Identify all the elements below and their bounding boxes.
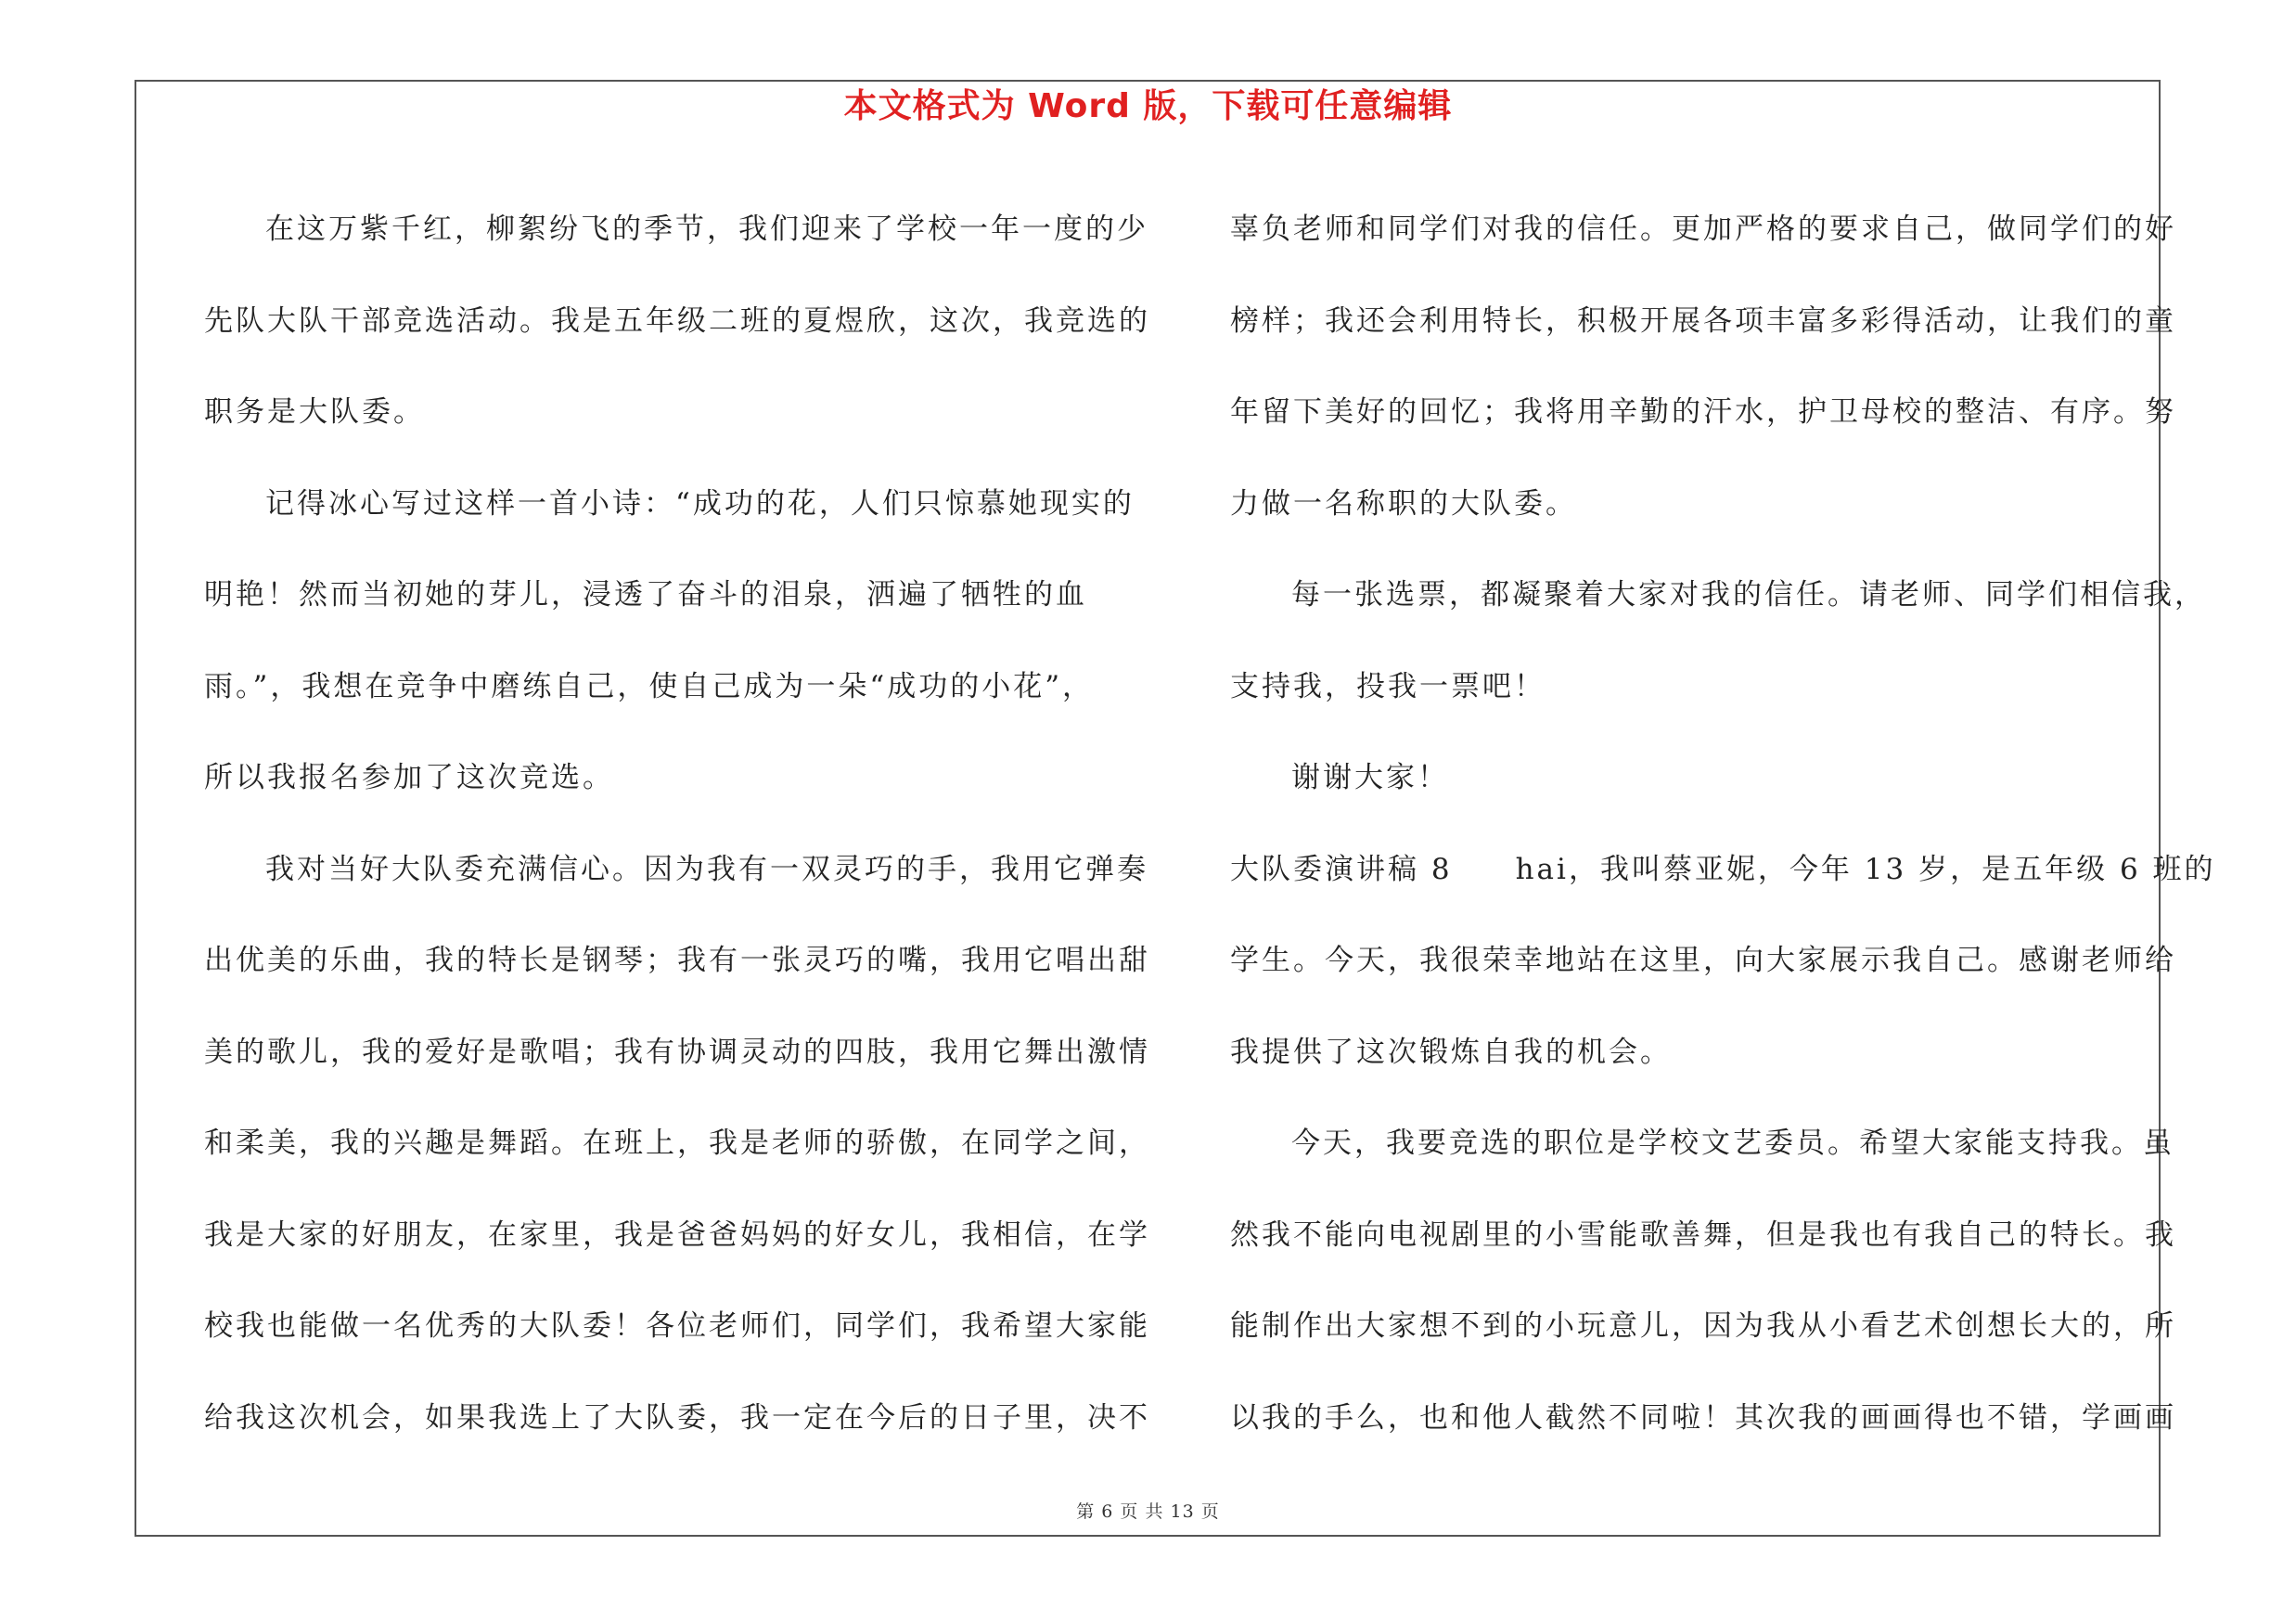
- section-heading-line: 大队委演讲稿 8 hai，我叫蔡亚妮，今年 13 岁，是五年级 6 班的: [1230, 852, 2216, 886]
- paragraph-line: 我对当好大队委充满信心。因为我有一双灵巧的手，我用它弹奏: [265, 852, 1148, 886]
- page-number-footer: 第 6 页 共 13 页: [1076, 1501, 1220, 1522]
- paragraph-line: 和柔美，我的兴趣是舞蹈。在班上，我是老师的骄傲，在同学之间，: [204, 1127, 1150, 1160]
- left-text-column: [204, 184, 1150, 1463]
- paragraph-line: 所以我报名参加了这次竞选。: [204, 761, 614, 794]
- paragraph-line: 雨。”，我想在竞争中磨练自己，使自己成为一朵“成功的小花”，: [204, 669, 1095, 703]
- paragraph-line: 美的歌儿，我的爱好是歌唱；我有协调灵动的四肢，我用它舞出激情: [204, 1035, 1150, 1069]
- paragraph-line: 校我也能做一名优秀的大队委！各位老师们，同学们，我希望大家能: [204, 1309, 1150, 1343]
- paragraph-line: 年留下美好的回忆；我将用辛勤的汗水，护卫母校的整洁、有序。努: [1230, 395, 2176, 429]
- paragraph-line: 然我不能向电视剧里的小雪能歌善舞，但是我也有我自己的特长。我: [1230, 1217, 2176, 1252]
- paragraph-line: 榜样；我还会利用特长，积极开展各项丰富多彩得活动，让我们的童: [1230, 303, 2176, 338]
- paragraph-line: 明艳！然而当初她的芽儿，浸透了奋斗的泪泉，洒遍了牺牲的血: [204, 578, 1087, 612]
- paragraph-line: 在这万紫千红，柳絮纷飞的季节，我们迎来了学校一年一度的少: [265, 213, 1148, 246]
- paragraph-line: 以我的手么，也和他人截然不同啦！其次我的画画得也不错，学画画: [1230, 1400, 2176, 1435]
- right-text-column: [1230, 184, 2216, 1463]
- document-header-title: 本文格式为 Word 版，下载可任意编辑: [843, 87, 1453, 125]
- paragraph-line: 先队大队干部竞选活动。我是五年级二班的夏煜欣，这次，我竞选的: [204, 303, 1150, 338]
- paragraph-line: 学生。今天，我很荣幸地站在这里，向大家展示我自己。感谢老师给: [1230, 944, 2176, 977]
- paragraph-line: 职务是大队委。: [204, 395, 425, 429]
- paragraph-line: 每一张选票，都凝聚着大家对我的信任。请老师、同学们相信我，: [1291, 578, 2206, 612]
- paragraph-line: 出优美的乐曲，我的特长是钢琴；我有一张灵巧的嘴，我用它唱出甜: [204, 944, 1150, 977]
- paragraph-line: 力做一名称职的大队委。: [1230, 486, 1577, 521]
- paragraph-line: 记得冰心写过这样一首小诗：“成功的花，人们只惊慕她现实的: [265, 486, 1135, 521]
- paragraph-line: 今天，我要竞选的职位是学校文艺委员。希望大家能支持我。虽: [1291, 1127, 2174, 1160]
- paragraph-line: 支持我，投我一票吧！: [1230, 669, 1546, 703]
- paragraph-line: 能制作出大家想不到的小玩意儿，因为我从小看艺术创想长大的，所: [1230, 1309, 2176, 1343]
- paragraph-line: 谢谢大家！: [1291, 761, 1449, 794]
- paragraph-line: 给我这次机会，如果我选上了大队委，我一定在今后的日子里，决不: [204, 1400, 1150, 1435]
- paragraph-line: 辜负老师和同学们对我的信任。更加严格的要求自己，做同学们的好: [1230, 213, 2176, 246]
- paragraph-line: 我提供了这次锻炼自我的机会。: [1230, 1035, 1672, 1069]
- paragraph-line: 我是大家的好朋友，在家里，我是爸爸妈妈的好女儿，我相信，在学: [204, 1217, 1150, 1252]
